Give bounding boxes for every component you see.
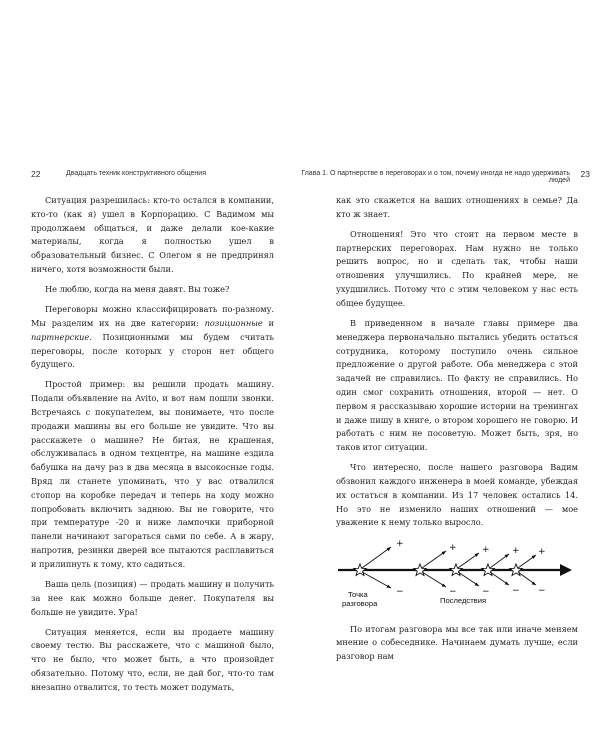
right-page-header bbox=[300, 168, 600, 188]
left-page-header bbox=[0, 168, 300, 188]
minus-sign: − bbox=[449, 586, 457, 597]
running-head: Двадцать техник конструктивного общения bbox=[66, 170, 206, 177]
text-run: Переговоры можно классифицировать по-разному. Мы разделим их на две категории: bbox=[31, 304, 274, 328]
left-page-body bbox=[31, 194, 274, 701]
consequences-diagram bbox=[336, 537, 578, 615]
label-consequences: Последствия bbox=[440, 595, 487, 605]
paragraph: Ситуация разрешилась: кто-то остался в компании, кто-то (как я) ушел в Корпорацию. С Вадимом мы продолжаем общаться, и даже делали кое-какие материалы, когда я полностью ушел в образовательный бизнес. С Олегом я не предпринял ничего, хотя возможности были. bbox=[31, 195, 274, 274]
paragraph: В приведенном в начале главы примере два менеджера первоначально пытались убедить остаться сотрудника, которому поступило очень сильное предложение о другой работе. Оба менеджера с этой задачей не справились. По факту не справились. Но один смог сохранить отношения, второй — нет. О первом я рассказываю хорошие истории на тренингах и даже пишу в книге, о втором хорошего не говорю. И работать с ним не посоветую. Может быть, зря, но таков итог ситуации. bbox=[336, 317, 578, 453]
minus-sign: − bbox=[538, 585, 546, 596]
minus-sign: − bbox=[396, 586, 404, 597]
paragraph: Простой пример: вы решили продать машину. Подали объявление на Avito, и вот нам пошли звонки. Встречаясь с покупателем, вы понимаете, что после продажи машины вы его больше не увидите. Что вы расскажете о машине? Не битая, не крашеная, обслуживалась в одном техцентре, на машине ездила бабушка на дачу раз в два месяца в высокосные годы. Вряд ли станете упоминать, что у вас отвалился стопор на коробке передач и теперь на ходу можно попробовать включить заднюю. Вы не говорите, что при температуре -20 и ниже лампочки приборной панели начинают загораться сами по себе. А в жару, напротив, резинки дверей все пытаются расплавиться и прилипнуть к тому, кто садиться. bbox=[31, 379, 274, 569]
paragraph: По итогам разговора мы все так или иначе меняем мнение о собеседнике. Начинаем думать лучше, если разговор нам bbox=[336, 623, 578, 662]
minus-sign: − bbox=[482, 586, 490, 597]
paragraph: Не люблю, когда на меня давят. Вы тоже? bbox=[45, 284, 230, 295]
paragraph: Что интересно, после нашего разговора Вадим обзвонил каждого инженера в моей команде, убеждая их остаться в компании. Из 17 человек остались 14. Но это не изменило наших отношений — мое уважение к нему только выросло. bbox=[336, 462, 578, 528]
text-run: и bbox=[262, 317, 275, 328]
plus-sign: + bbox=[538, 546, 546, 557]
paragraph: Ситуация меняется, если вы продаете машину своему тестю. Вы расскажете, что с машиной было, что не было, что может быть, а что произойдет обязательно. Потому что, если, не дай бог, что-то там внезапно отвалится, то тесть может подумать, bbox=[31, 626, 274, 692]
plus-sign: + bbox=[482, 544, 490, 555]
timeline-arrowhead bbox=[560, 564, 572, 576]
left-page bbox=[0, 168, 300, 750]
label-conversation-point: Точка разговора bbox=[342, 589, 378, 608]
plus-sign: + bbox=[396, 538, 404, 549]
paragraph-classification bbox=[31, 303, 274, 372]
paragraph: Ваша цель (позиция) — продать машину и получить за нее как можно больше денег. Покупателя вы больше не увидите. Ура! bbox=[31, 578, 274, 617]
term-partner: партнерские bbox=[31, 331, 90, 342]
paragraph: Отношения! Это что стоит на первом месте в партнерских переговорах. Нам нужно не только решить вопрос, но и сделать так, чтобы наши отношения улучшились. По крайней мере, не ухудшились. Потому что с этим человеком у нас есть общее будущее. bbox=[336, 228, 578, 308]
plus-sign: + bbox=[512, 545, 520, 556]
right-page bbox=[300, 168, 600, 750]
page-number: 23 bbox=[580, 169, 590, 179]
right-page-body bbox=[336, 194, 578, 670]
page-number: 22 bbox=[31, 169, 41, 179]
term-positional: позиционные bbox=[204, 317, 263, 328]
text-run: . Позиционными мы будем считать переговоры, после которых у сторон нет общего будущего. bbox=[31, 331, 274, 370]
minus-sign: − bbox=[512, 585, 520, 596]
running-head: Глава 1. О партнерстве в переговорах и о том, почему иногда не надо удерживать людей bbox=[301, 170, 570, 184]
conversation-point bbox=[354, 539, 404, 597]
plus-sign: + bbox=[449, 542, 457, 553]
paragraph-continuation: как это скажется на ваших отношениях в семье? Да кто ж знает. bbox=[336, 195, 578, 219]
